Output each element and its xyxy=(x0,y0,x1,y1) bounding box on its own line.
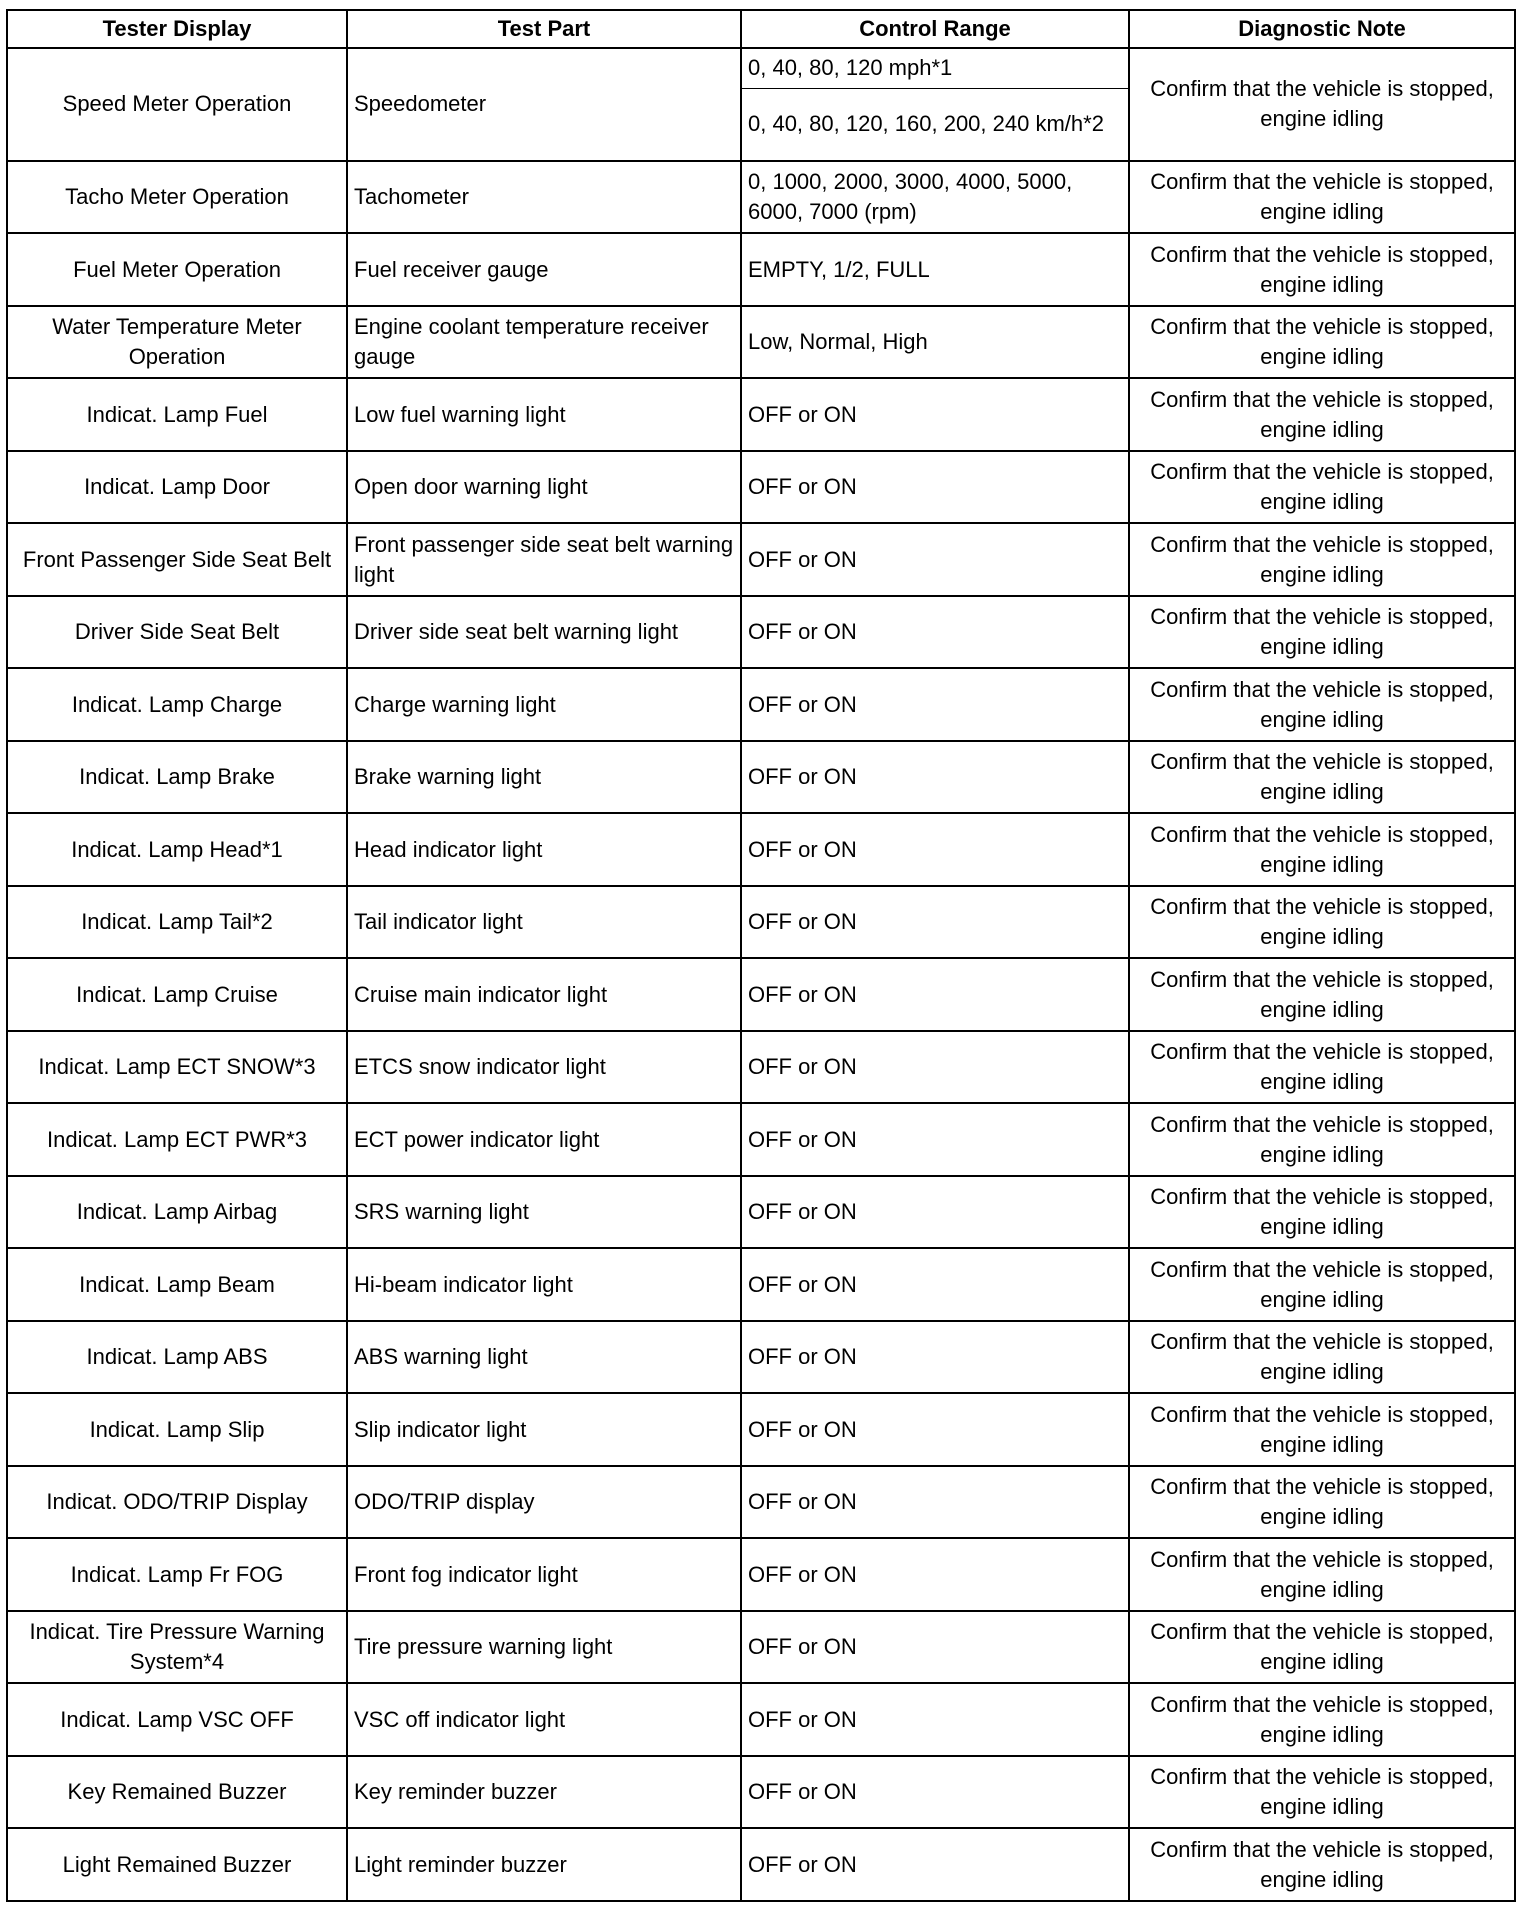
table-row xyxy=(7,813,1515,886)
test-part-cell: ETCS snow indicator light xyxy=(347,1031,741,1104)
header-row xyxy=(7,10,1515,48)
control-range-cell: OFF or ON xyxy=(741,1828,1129,1901)
tester-display-cell: Indicat. Lamp Charge xyxy=(7,668,347,741)
test-part-cell: Key reminder buzzer xyxy=(347,1756,741,1829)
table-row xyxy=(7,523,1515,596)
diagnostic-note-cell: Confirm that the vehicle is stopped, engine idling xyxy=(1129,1611,1515,1684)
control-range-cell: OFF or ON xyxy=(741,1611,1129,1684)
table-row xyxy=(7,161,1515,234)
control-range-cell: OFF or ON xyxy=(741,378,1129,451)
tester-display-cell: Fuel Meter Operation xyxy=(7,233,347,306)
tester-display-cell: Indicat. Lamp ECT SNOW*3 xyxy=(7,1031,347,1104)
tester-display-cell: Indicat. Lamp Brake xyxy=(7,741,347,814)
test-part-cell: Front passenger side seat belt warning light xyxy=(347,523,741,596)
test-part-cell: Brake warning light xyxy=(347,741,741,814)
control-range-cell: OFF or ON xyxy=(741,741,1129,814)
diagnostic-note-cell: Confirm that the vehicle is stopped, engine idling xyxy=(1129,1321,1515,1394)
diagnostic-note-cell: Confirm that the vehicle is stopped, engine idling xyxy=(1129,1466,1515,1539)
diagnostic-note-cell: Confirm that the vehicle is stopped, engine idling xyxy=(1129,813,1515,886)
table-row xyxy=(7,1466,1515,1539)
control-range-cell: EMPTY, 1/2, FULL xyxy=(741,233,1129,306)
diagnostic-note-cell: Confirm that the vehicle is stopped, engine idling xyxy=(1129,1031,1515,1104)
diagnostic-note-cell: Confirm that the vehicle is stopped, engine idling xyxy=(1129,523,1515,596)
table-row xyxy=(7,1611,1515,1684)
tester-display-cell: Indicat. Lamp Beam xyxy=(7,1248,347,1321)
table-row xyxy=(7,1103,1515,1176)
control-range-cell: OFF or ON xyxy=(741,1248,1129,1321)
control-range-cell: OFF or ON xyxy=(741,1393,1129,1466)
control-range-mph-cell: 0, 40, 80, 120 mph*1 xyxy=(741,48,1129,88)
diagnostic-note-cell: Confirm that the vehicle is stopped, engine idling xyxy=(1129,306,1515,379)
control-range-cell: OFF or ON xyxy=(741,1538,1129,1611)
diagnostic-note-cell: Confirm that the vehicle is stopped, engine idling xyxy=(1129,596,1515,669)
control-range-cell: OFF or ON xyxy=(741,1683,1129,1756)
tester-display-cell: Indicat. Lamp Airbag xyxy=(7,1176,347,1249)
tester-display-cell: Indicat. Lamp Door xyxy=(7,451,347,524)
tester-display-cell: Front Passenger Side Seat Belt xyxy=(7,523,347,596)
tester-display-cell: Indicat. Lamp Tail*2 xyxy=(7,886,347,959)
control-range-cell: 0, 1000, 2000, 3000, 4000, 5000, 6000, 7000 (rpm) xyxy=(741,161,1129,234)
test-part-cell: Head indicator light xyxy=(347,813,741,886)
test-part-cell: Engine coolant temperature receiver gauge xyxy=(347,306,741,379)
diagnostic-note-cell: Confirm that the vehicle is stopped, engine idling xyxy=(1129,1393,1515,1466)
tester-display-cell: Indicat. Lamp ABS xyxy=(7,1321,347,1394)
tester-display-cell: Indicat. Lamp Fr FOG xyxy=(7,1538,347,1611)
diagnostic-note-cell: Confirm that the vehicle is stopped, engine idling xyxy=(1129,451,1515,524)
diagnostic-note-cell: Confirm that the vehicle is stopped, engine idling xyxy=(1129,1756,1515,1829)
tester-display-cell: Indicat. Lamp Cruise xyxy=(7,958,347,1031)
tester-display-cell: Indicat. Lamp ECT PWR*3 xyxy=(7,1103,347,1176)
tester-display-cell: Tacho Meter Operation xyxy=(7,161,347,234)
control-range-cell: OFF or ON xyxy=(741,668,1129,741)
table-row xyxy=(7,1248,1515,1321)
diagnostic-note-cell: Confirm that the vehicle is stopped, engine idling xyxy=(1129,161,1515,234)
diagnostic-note-cell: Confirm that the vehicle is stopped, engine idling xyxy=(1129,668,1515,741)
diagnostic-note-cell: Confirm that the vehicle is stopped, engine idling xyxy=(1129,1248,1515,1321)
tester-display-cell: Water Temperature Meter Operation xyxy=(7,306,347,379)
table-row xyxy=(7,596,1515,669)
test-part-cell: ABS warning light xyxy=(347,1321,741,1394)
test-part-cell: SRS warning light xyxy=(347,1176,741,1249)
tester-display-cell: Light Remained Buzzer xyxy=(7,1828,347,1901)
test-part-cell: Driver side seat belt warning light xyxy=(347,596,741,669)
active-test-table xyxy=(6,9,1516,1902)
tester-display-cell: Speed Meter Operation xyxy=(7,48,347,161)
table-row xyxy=(7,451,1515,524)
control-range-cell: OFF or ON xyxy=(741,451,1129,524)
table-row xyxy=(7,668,1515,741)
table-row xyxy=(7,1538,1515,1611)
control-range-cell: OFF or ON xyxy=(741,958,1129,1031)
diagnostic-note-cell: Confirm that the vehicle is stopped, engine idling xyxy=(1129,233,1515,306)
control-range-cell: OFF or ON xyxy=(741,1103,1129,1176)
tester-display-cell: Indicat. Tire Pressure Warning System*4 xyxy=(7,1611,347,1684)
table-row xyxy=(7,741,1515,814)
table-row xyxy=(7,306,1515,379)
test-part-cell: Tail indicator light xyxy=(347,886,741,959)
test-part-cell: Tachometer xyxy=(347,161,741,234)
table-row xyxy=(7,886,1515,959)
table-row xyxy=(7,958,1515,1031)
table-row xyxy=(7,1828,1515,1901)
control-range-cell: OFF or ON xyxy=(741,1466,1129,1539)
test-part-cell: Hi-beam indicator light xyxy=(347,1248,741,1321)
table-row xyxy=(7,1321,1515,1394)
column-header-control-range: Control Range xyxy=(741,10,1129,48)
control-range-cell: OFF or ON xyxy=(741,813,1129,886)
test-part-cell: Open door warning light xyxy=(347,451,741,524)
table-row xyxy=(7,378,1515,451)
diagnostic-note-cell: Confirm that the vehicle is stopped, engine idling xyxy=(1129,378,1515,451)
diagnostic-note-cell: Confirm that the vehicle is stopped, engine idling xyxy=(1129,958,1515,1031)
control-range-cell: OFF or ON xyxy=(741,1756,1129,1829)
column-header-test-part: Test Part xyxy=(347,10,741,48)
diagnostic-note-cell: Confirm that the vehicle is stopped, engine idling xyxy=(1129,48,1515,161)
control-range-cell: OFF or ON xyxy=(741,1321,1129,1394)
control-range-cell: OFF or ON xyxy=(741,1031,1129,1104)
tester-display-cell: Indicat. Lamp Head*1 xyxy=(7,813,347,886)
test-part-cell: ECT power indicator light xyxy=(347,1103,741,1176)
diagnostic-note-cell: Confirm that the vehicle is stopped, engine idling xyxy=(1129,1828,1515,1901)
test-part-cell: Speedometer xyxy=(347,48,741,161)
diagnostic-note-cell: Confirm that the vehicle is stopped, engine idling xyxy=(1129,886,1515,959)
diagnostic-note-cell: Confirm that the vehicle is stopped, engine idling xyxy=(1129,741,1515,814)
tester-display-cell: Indicat. ODO/TRIP Display xyxy=(7,1466,347,1539)
test-part-cell: VSC off indicator light xyxy=(347,1683,741,1756)
diagnostic-note-cell: Confirm that the vehicle is stopped, engine idling xyxy=(1129,1683,1515,1756)
tester-display-cell: Indicat. Lamp VSC OFF xyxy=(7,1683,347,1756)
table-row xyxy=(7,1683,1515,1756)
table-row xyxy=(7,1756,1515,1829)
test-part-cell: Light reminder buzzer xyxy=(347,1828,741,1901)
column-header-tester-display: Tester Display xyxy=(7,10,347,48)
control-range-kmh-cell: 0, 40, 80, 120, 160, 200, 240 km/h*2 xyxy=(741,88,1129,161)
table-row-speedometer xyxy=(7,48,1515,88)
tester-display-cell: Indicat. Lamp Fuel xyxy=(7,378,347,451)
tester-display-cell: Indicat. Lamp Slip xyxy=(7,1393,347,1466)
diagnostic-note-cell: Confirm that the vehicle is stopped, engine idling xyxy=(1129,1103,1515,1176)
test-part-cell: Tire pressure warning light xyxy=(347,1611,741,1684)
control-range-cell: Low, Normal, High xyxy=(741,306,1129,379)
test-part-cell: Slip indicator light xyxy=(347,1393,741,1466)
tester-display-cell: Key Remained Buzzer xyxy=(7,1756,347,1829)
column-header-diagnostic-note: Diagnostic Note xyxy=(1129,10,1515,48)
diagnostic-note-cell: Confirm that the vehicle is stopped, engine idling xyxy=(1129,1538,1515,1611)
control-range-cell: OFF or ON xyxy=(741,1176,1129,1249)
table-row xyxy=(7,1176,1515,1249)
table-row xyxy=(7,1393,1515,1466)
diagnostic-note-cell: Confirm that the vehicle is stopped, engine idling xyxy=(1129,1176,1515,1249)
test-part-cell: Charge warning light xyxy=(347,668,741,741)
tester-display-cell: Driver Side Seat Belt xyxy=(7,596,347,669)
control-range-cell: OFF or ON xyxy=(741,596,1129,669)
test-part-cell: ODO/TRIP display xyxy=(347,1466,741,1539)
test-part-cell: Cruise main indicator light xyxy=(347,958,741,1031)
test-part-cell: Fuel receiver gauge xyxy=(347,233,741,306)
control-range-cell: OFF or ON xyxy=(741,523,1129,596)
table-row xyxy=(7,233,1515,306)
control-range-cell: OFF or ON xyxy=(741,886,1129,959)
test-part-cell: Low fuel warning light xyxy=(347,378,741,451)
table-row xyxy=(7,1031,1515,1104)
test-part-cell: Front fog indicator light xyxy=(347,1538,741,1611)
